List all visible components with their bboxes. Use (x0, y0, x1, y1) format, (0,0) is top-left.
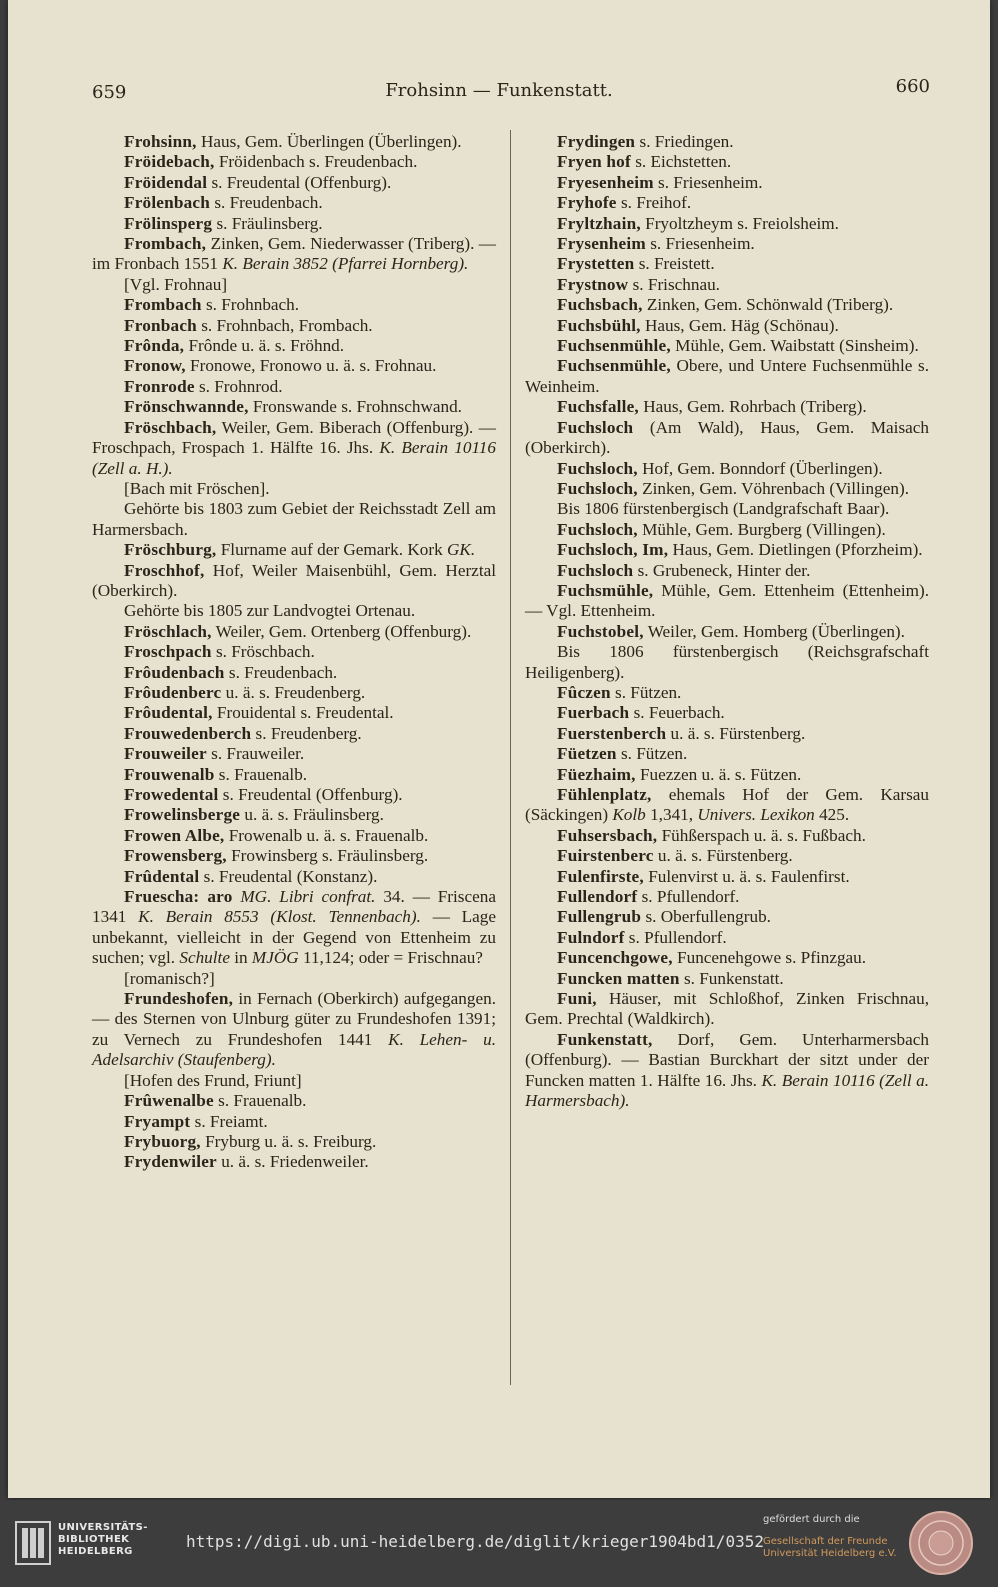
entry-headword: Frölinsperg (124, 213, 213, 233)
entry-headword: Fronow, (124, 356, 186, 376)
running-head: Frohsinn — Funkenstatt. (385, 80, 613, 101)
entry-text: s. Fräulinsberg. (212, 213, 323, 233)
sponsor-intro: gefördert durch die (763, 1514, 860, 1525)
entry-source: GK. (446, 540, 476, 560)
entry-headword: Frydingen (557, 132, 636, 151)
entry-text: Frowinsberg s. Fräulinsberg. (226, 846, 429, 866)
entry-text: Fulenvirst u. ä. s. Faulenfirst. (643, 866, 850, 886)
gazetteer-entry (92, 867, 496, 887)
entry-text: Fryburg u. ä. s. Freiburg. (200, 1131, 377, 1151)
gazetteer-entry (92, 622, 496, 642)
entry-text: u. ä. s. Fürstenberg. (653, 846, 793, 866)
entry-text: s. Freudental (Offenburg). (207, 172, 392, 192)
entry-headword: Fryesenheim (557, 172, 654, 192)
right-column (525, 132, 929, 1112)
entry-note: Bis 1806 fürstenbergisch (Reichsgrafschaft Heiligenberg). (525, 642, 929, 682)
page-header (8, 76, 990, 106)
entry-text: s. Eichstetten. (630, 152, 732, 172)
entry-text: s. Fröschbach. (211, 642, 315, 662)
entry-text: (Am Wald), Haus, Gem. Maisach (Oberkirch). (525, 417, 929, 458)
gazetteer-entry (92, 316, 496, 336)
entry-headword: Frouweiler (124, 744, 207, 764)
entry-text: Flurname auf der Gemark. Kork (216, 540, 447, 560)
gazetteer-entry (525, 703, 929, 723)
entry-headword: Fronbach (124, 315, 197, 335)
entry-text: Hof, Gem. Bonndorf (Überlingen). (637, 458, 883, 478)
entry-headword: Fuchsloch (557, 417, 634, 437)
gazetteer-entry (92, 744, 496, 764)
entry-headword: Frouwedenberch (124, 723, 252, 743)
entry-text: Frônde u. ä. s. Fröhnd. (184, 336, 345, 356)
entry-headword: Frölenbach (124, 193, 211, 213)
entry-headword: Fullendorf (557, 887, 638, 907)
entry-text: 11,124; oder = Frischnau? (298, 948, 483, 968)
entry-headword: Fuchsloch, (557, 458, 638, 478)
gazetteer-entry (92, 1152, 496, 1172)
entry-text: Mühle, Gem. Burgberg (Villingen). (637, 519, 886, 539)
gazetteer-entry (525, 540, 929, 560)
entry-text: s. Fützen. (616, 744, 688, 764)
entry-text: s. Friesenheim. (645, 234, 755, 254)
gazetteer-entry (92, 132, 496, 152)
entry-text: Mühle, Gem. Waibstatt (Sinsheim). (670, 336, 919, 356)
university-seal-icon (908, 1510, 974, 1576)
entry-headword: Frohsinn, (124, 132, 197, 151)
entry-note: Bis 1806 fürstenbergisch (Landgrafschaft Baar). (557, 499, 890, 519)
entry-text: 425. (814, 805, 850, 825)
gazetteer-entry (525, 785, 929, 826)
entry-headword: Fuirstenberc (557, 846, 654, 866)
entry-headword: Fuchsfalle, (557, 397, 639, 417)
entry-text: s. Freihof. (616, 193, 692, 213)
entry-note: [Hofen des Frund, Friunt] (124, 1070, 302, 1090)
entry-headword: Fryen hof (557, 152, 631, 172)
entry-headword: Fuchsloch, (557, 478, 638, 498)
entry-headword: Frowen Albe, (124, 825, 225, 845)
entry-headword: Frouwenalb (124, 764, 215, 784)
entry-text: s. Frohnbach, Frombach. (196, 315, 373, 335)
entry-text: s. Friesenheim. (653, 172, 763, 192)
gazetteer-entry (92, 234, 496, 275)
entry-text: Fröidenbach s. Freudenbach. (214, 152, 418, 172)
entry-text: s. Freudental (Offenburg). (218, 785, 403, 804)
entry-text: s. Funkenstatt. (679, 968, 784, 988)
gazetteer-entry (92, 152, 496, 172)
gazetteer-entry (92, 785, 496, 805)
gazetteer-entry (525, 887, 929, 907)
entry-text: Frowenalb u. ä. s. Frauenalb. (224, 825, 429, 845)
entry-text: Funcenehgowe s. Pfinzgau. (672, 948, 867, 968)
entry-text: Weiler, Gem. Biberach (Offenburg). — Froschpach, Frospach 1. Hälfte 16. Jhs. (92, 417, 496, 458)
gazetteer-entry (525, 1030, 929, 1112)
entry-text: u. ä. s. Fräulinsberg. (240, 805, 384, 825)
entry-headword: Fruescha: aro (124, 887, 233, 907)
gazetteer-entry (525, 989, 929, 1030)
entry-headword: Frydenwiler (124, 1152, 217, 1172)
gazetteer-entry (92, 1132, 496, 1152)
entry-text: s. Freudenberg. (251, 723, 362, 743)
entry-text: s. Frohnrod. (194, 376, 283, 396)
entry-headword: Fuchsloch, Im, (557, 540, 669, 560)
entry-note: [romanisch?] (124, 968, 215, 988)
gazetteer-entry (525, 928, 929, 948)
entry-text: Zinken, Gem. Niederwasser (Triberg). — im Fronbach 1551 (92, 234, 496, 274)
gazetteer-entry (525, 234, 929, 254)
university-library-logo-icon (14, 1520, 52, 1566)
entry-text: s. Feuerbach. (629, 703, 725, 723)
entry-text: s. Freiamt. (190, 1111, 268, 1131)
entry-headword: Füetzen (557, 744, 617, 764)
gazetteer-entry (92, 214, 496, 234)
gazetteer-entry (525, 132, 929, 152)
entry-text: ehemals Hof der Gem. Karsau (Säckingen) (525, 785, 929, 825)
entry-headword: Fröschburg, (124, 540, 217, 560)
gazetteer-entry (525, 765, 929, 785)
entry-text: Weiler, Gem. Ortenberg (Offenburg). (211, 621, 472, 641)
entry-headword: Fullengrub (557, 907, 642, 927)
entry-headword: Fröidebach, (124, 152, 215, 172)
entry-text: s. Frohnbach. (201, 295, 300, 315)
entry-headword: Frôudenbach (124, 662, 225, 682)
entry-text: 1,341, (645, 805, 698, 825)
entry-text: Fühßerspach u. ä. s. Fußbach. (657, 825, 866, 845)
entry-headword: Frowensberg, (124, 846, 227, 866)
gazetteer-entry (92, 336, 496, 356)
entry-text: u. ä. s. Freudenberg. (221, 682, 366, 702)
gazetteer-entry (525, 214, 929, 234)
entry-headword: Funkenstatt, (557, 1029, 653, 1049)
left-column (92, 132, 496, 1173)
page-url[interactable]: https://digi.ub.uni-heidelberg.de/diglit/krieger1904bd1/0352 (186, 1532, 764, 1551)
gazetteer-entry (92, 805, 496, 825)
entry-source: K. Lehen- u. Adelsarchiv (Staufenberg). (92, 1029, 496, 1070)
entry-text: Haus, Gem. Rohrbach (Triberg). (638, 397, 867, 417)
entry-source: MJÖG (251, 948, 299, 968)
entry-note: [Bach mit Fröschen]. (124, 478, 270, 498)
entry-headword: Froschpach (124, 642, 212, 662)
gazetteer-entry (525, 846, 929, 866)
entry-source: MG. Libri confrat. (240, 887, 376, 907)
gazetteer-entry (92, 765, 496, 785)
entry-headword: Fröschbach, (124, 417, 217, 437)
entry-headword: Frônda, (124, 336, 185, 356)
gazetteer-entry (92, 703, 496, 723)
gazetteer-entry (525, 254, 929, 274)
entry-headword: Fryltzhain, (557, 213, 641, 233)
gazetteer-entry (525, 479, 929, 499)
entry-text: s. Pfullendorf. (637, 887, 740, 907)
entry-text: Haus, Gem. Überlingen (Überlingen). (196, 132, 462, 151)
entry-headword: Frystetten (557, 254, 635, 274)
entry-text: 34. — Friscena 1341 (92, 887, 496, 927)
entry-text: s. Frauenalb. (214, 764, 308, 784)
gazetteer-entry (92, 724, 496, 744)
entry-headword: Frystnow (557, 274, 629, 294)
entry-text: s. Fützen. (610, 682, 682, 702)
entry-note: [Vgl. Frohnau] (124, 274, 228, 294)
gazetteer-entry (92, 540, 496, 560)
entry-text: s. Frischnau. (628, 274, 720, 294)
entry-headword: Fuchsenmühle, (557, 356, 671, 376)
gazetteer-entry (525, 867, 929, 887)
entry-headword: Frybuorg, (124, 1131, 201, 1151)
gazetteer-entry (92, 1091, 496, 1111)
gazetteer-entry (92, 683, 496, 703)
gazetteer-entry (525, 969, 929, 989)
entry-text: in Fernach (Oberkirch) aufgegangen. — des Sternen von Ulnburg güter zu Frundeshofen 1391; zu Vernech zu Frundeshofen 1441 (92, 989, 496, 1049)
entry-headword: Fûczen (557, 682, 611, 702)
entry-headword: Fuchsmühle, (557, 580, 654, 600)
entry-source: Kolb (612, 805, 646, 825)
entry-text: s. Frauenalb. (213, 1091, 307, 1111)
entry-headword: Funcken matten (557, 968, 680, 988)
entry-headword: Fulndorf (557, 927, 625, 947)
gazetteer-entry (92, 1112, 496, 1132)
entry-text: Mühle, Gem. Ettenheim (Ettenheim). — Vgl. Ettenheim. (525, 580, 929, 621)
entry-text: s. Freudenbach. (224, 662, 338, 682)
gazetteer-entry (525, 581, 929, 622)
entry-text: u. ä. s. Friedenweiler. (216, 1152, 369, 1172)
entry-text: u. ä. s. Fürstenberg. (666, 723, 806, 743)
gazetteer-entry (92, 887, 496, 969)
gazetteer-entry (92, 989, 496, 1071)
gazetteer-entry (92, 826, 496, 846)
entry-headword: Fuchsbühl, (557, 315, 641, 335)
gazetteer-entry (525, 397, 929, 417)
gazetteer-entry (92, 173, 496, 193)
entry-headword: Frombach (124, 295, 202, 315)
gazetteer-entry (525, 275, 929, 295)
entry-headword: Fuchsbach, (557, 295, 643, 315)
entry-text: Fronswande s. Frohnschwand. (248, 397, 462, 417)
entry-text: s. Friedingen. (635, 132, 734, 151)
gazetteer-entry (525, 152, 929, 172)
gazetteer-entry (525, 193, 929, 213)
entry-headword: Funcenchgowe, (557, 948, 673, 968)
entry-text: Zinken, Gem. Schönwald (Triberg). (642, 295, 894, 315)
entry-source: K. Berain 10116 (Zell a. Harmersbach). (525, 1070, 929, 1111)
viewer-footer (0, 1500, 998, 1587)
entry-headword: Fröidendal (124, 172, 208, 192)
entry-text: Zinken, Gem. Vöhrenbach (Villingen). (637, 478, 909, 498)
entry-text: Haus, Gem. Dietlingen (Pforzheim). (668, 540, 923, 560)
gazetteer-entry (92, 295, 496, 315)
entry-source: Univers. Lexikon (697, 805, 815, 825)
gazetteer-entry (525, 561, 929, 581)
entry-text: Haus, Gem. Häg (Schönau). (640, 315, 839, 335)
entry-headword: Frûwenalbe (124, 1091, 214, 1111)
entry-text: s. Oberfullengrub. (641, 907, 771, 927)
entry-source: K. Berain 3852 (Pfarrei Hornberg). (222, 254, 469, 274)
gazetteer-entry (92, 846, 496, 866)
entry-headword: Fuhsersbach, (557, 825, 658, 845)
entry-text: s. Freudenbach. (210, 193, 323, 213)
entry-headword: Fuerstenberch (557, 723, 667, 743)
entry-text: s. Freistett. (634, 254, 715, 274)
entry-text: Dorf, Gem. Unterharmersbach (Offenburg). — Bastian Burckhart der sitzt under der Funcken matten 1. Hälfte 16. Jhs. (525, 1029, 929, 1090)
entry-text: s. Grubeneck, Hinter der. (633, 560, 811, 580)
scanned-page (8, 0, 990, 1498)
entry-headword: Fühlenplatz, (557, 785, 652, 804)
entry-headword: Fuerbach (557, 703, 630, 723)
entry-headword: Fröschlach, (124, 621, 212, 641)
entry-headword: Fuchsloch (557, 560, 634, 580)
entry-text: Fryoltzheym s. Freiolsheim. (640, 213, 839, 233)
gazetteer-entry (92, 193, 496, 213)
gazetteer-entry (92, 356, 496, 376)
gazetteer-entry (525, 173, 929, 193)
gazetteer-entry (525, 459, 929, 479)
gazetteer-entry (525, 826, 929, 846)
entry-headword: Fryampt (124, 1111, 191, 1131)
gazetteer-entry (92, 663, 496, 683)
entry-text: in (229, 948, 252, 968)
entry-headword: Frönschwannde, (124, 397, 249, 417)
entry-source: K. Berain 8553 (Klost. Tennenbach). (138, 907, 421, 927)
entry-headword: Fulenfirste, (557, 866, 644, 886)
entry-text: Fuezzen u. ä. s. Fützen. (635, 764, 802, 784)
entry-headword: Froschhof, (124, 560, 205, 580)
gazetteer-entry (525, 724, 929, 744)
entry-note: Gehörte bis 1803 zum Gebiet der Reichsstadt Zell am Harmersbach. (92, 499, 496, 539)
gazetteer-entry (92, 561, 496, 602)
entry-headword: Frowedental (124, 785, 219, 804)
sponsor-name: Gesellschaft der Freunde Universität Heidelberg e.V. (763, 1536, 897, 1559)
entry-text: s. Freudental (Konstanz). (199, 866, 378, 886)
gazetteer-entry (525, 683, 929, 703)
entry-text: s. Frauweiler. (206, 744, 305, 764)
gazetteer-entry (525, 418, 929, 459)
entry-note: Gehörte bis 1805 zur Landvogtei Ortenau. (124, 601, 416, 621)
gazetteer-entry (525, 520, 929, 540)
gazetteer-entry (92, 397, 496, 417)
entry-source: K. Berain 10116 (Zell a. H.). (92, 438, 496, 478)
entry-headword: Fuchsloch, (557, 519, 638, 539)
entry-text: Frouidental s. Freudental. (212, 703, 394, 723)
entry-headword: Fuchstobel, (557, 621, 644, 641)
gazetteer-entry (525, 907, 929, 927)
gazetteer-entry (525, 622, 929, 642)
gazetteer-entry (92, 377, 496, 397)
entry-text: — Lage unbekannt, vielleicht in der Gegend von Ettenheim zu suchen; vgl. (92, 907, 496, 968)
entry-source: Schulte (179, 948, 230, 968)
gazetteer-entry (525, 336, 929, 356)
entry-text: Hof, Weiler Maisenbühl, Gem. Herztal (Oberkirch). (92, 560, 496, 600)
gazetteer-entry (525, 295, 929, 315)
entry-text: Obere, und Untere Fuchsenmühle s. Weinheim. (525, 356, 929, 396)
entry-headword: Frombach, (124, 234, 207, 254)
entry-headword: Fronrode (124, 376, 195, 396)
entry-text: s. Pfullendorf. (624, 927, 727, 947)
gazetteer-entry (92, 642, 496, 662)
entry-text: Weiler, Gem. Homberg (Überlingen). (643, 621, 905, 641)
entry-text: Häuser, mit Schloßhof, Zinken Frischnau, Gem. Prechtal (Waldkirch). (525, 989, 929, 1029)
entry-headword: Fryhofe (557, 193, 617, 213)
entry-headword: Frowelinsberge (124, 805, 241, 825)
column-divider (510, 130, 511, 1385)
library-name: UNIVERSITÄTS- BIBLIOTHEK HEIDELBERG (58, 1522, 148, 1557)
entry-headword: Frysenheim (557, 234, 646, 254)
gazetteer-entry (525, 356, 929, 397)
entry-headword: Frundeshofen, (124, 989, 234, 1009)
entry-text: Fronowe, Fronowo u. ä. s. Frohnau. (185, 356, 437, 376)
entry-headword: Frôudental, (124, 703, 213, 723)
left-page-number: 659 (92, 82, 127, 103)
entry-headword: Frûdental (124, 866, 200, 886)
entry-headword: Funi, (557, 989, 597, 1009)
entry-headword: Füezhaim, (557, 764, 636, 784)
gazetteer-entry (525, 948, 929, 968)
gazetteer-entry (92, 418, 496, 479)
entry-headword: Fuchsenmühle, (557, 336, 671, 356)
gazetteer-entry (525, 744, 929, 764)
right-page-number: 660 (895, 76, 930, 97)
entry-headword: Frôudenberc (124, 682, 222, 702)
gazetteer-entry (525, 316, 929, 336)
